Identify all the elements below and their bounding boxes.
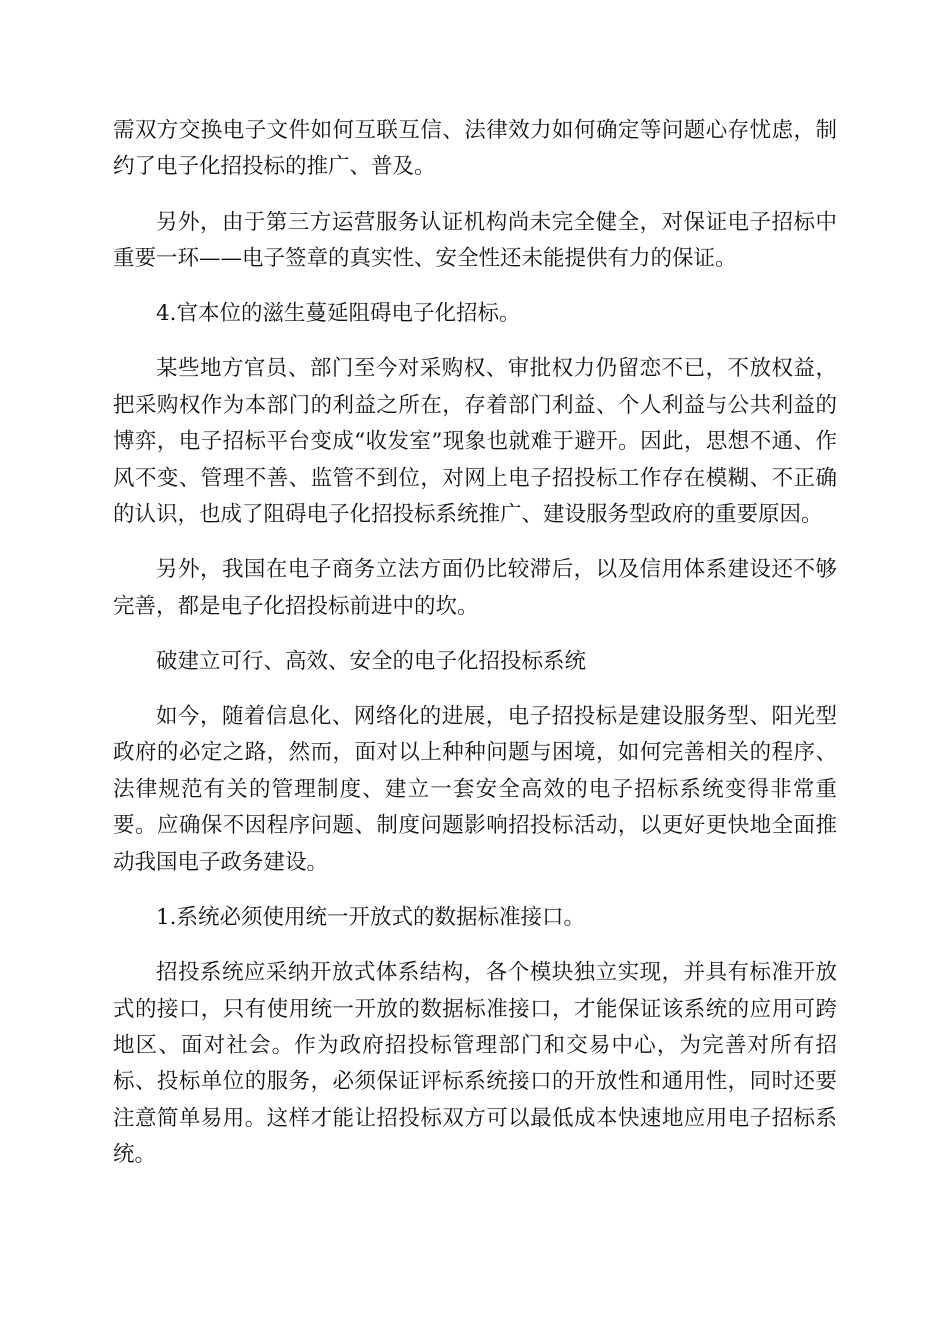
heading-open-interface: 1.系统必须使用统一开放式的数据标准接口。 (156, 904, 586, 930)
document-page (113, 113, 837, 1192)
heading-build-system: 破建立可行、高效、安全的电子化招投标系统 (156, 648, 587, 674)
heading-officialdom: 4.官本位的滋生蔓延阻碍电子化招标。 (156, 301, 521, 327)
paragraph-open-architecture: 招投系统应采纳开放式体系结构，各个模块独立实现，并具有标准开放式的接口，只有使用统一开放的数据标准接口，才能保证该系统的应用可跨地区、面对社会。作为政府招投标管理部门和交易中心，为完善对所有招标、投标单位的服务，必须保证评标系统接口的开放性和通用性，同时还要注意简单易用。这样才能让招投标双方可以最低成本快速地应用电子招标系统。 (113, 960, 837, 1168)
paragraph-procurement-power: 某些地方官员、部门至今对采购权、审批权力仍留恋不已，不放权益，把采购权作为本部门的利益之所在，存着部门利益、个人利益与公共利益的博弈，电子招标平台变成“收发室”现象也就难于避开。因此，思想不通、作风不变、管理不善、监管不到位，对网上电子招投标工作存在模糊、不正确的认识，也成了阻碍电子化招投标系统推广、建设服务型政府的重要原因。 (113, 356, 837, 528)
paragraph-certification-authority: 另外，由于第三方运营服务认证机构尚未完全健全，对保证电子招标中重要一环——电子签章的真实性、安全性还未能提供有力的保证。 (113, 209, 837, 272)
paragraph-continued-concerns: 需双方交换电子文件如何互联互信、法律效力如何确定等问题心存忧虑，制约了电子化招投标的推广、普及。 (113, 118, 837, 180)
paragraph-informatization: 如今，随着信息化、网络化的进展，电子招投标是建设服务型、阳光型政府的必定之路，然而，面对以上种种问题与困境，如何完善相关的程序、法律规范有关的管理制度、建立一套安全高效的电子招标系统变得非常重要。应确保不因程序问题、制度问题影响招投标活动，以更好更快地全面推动我国电子政务建设。 (113, 704, 837, 875)
paragraph-legislation-lag: 另外，我国在电子商务立法方面仍比较滞后，以及信用体系建设还不够完善，都是电子化招投标前进中的坎。 (113, 557, 837, 619)
